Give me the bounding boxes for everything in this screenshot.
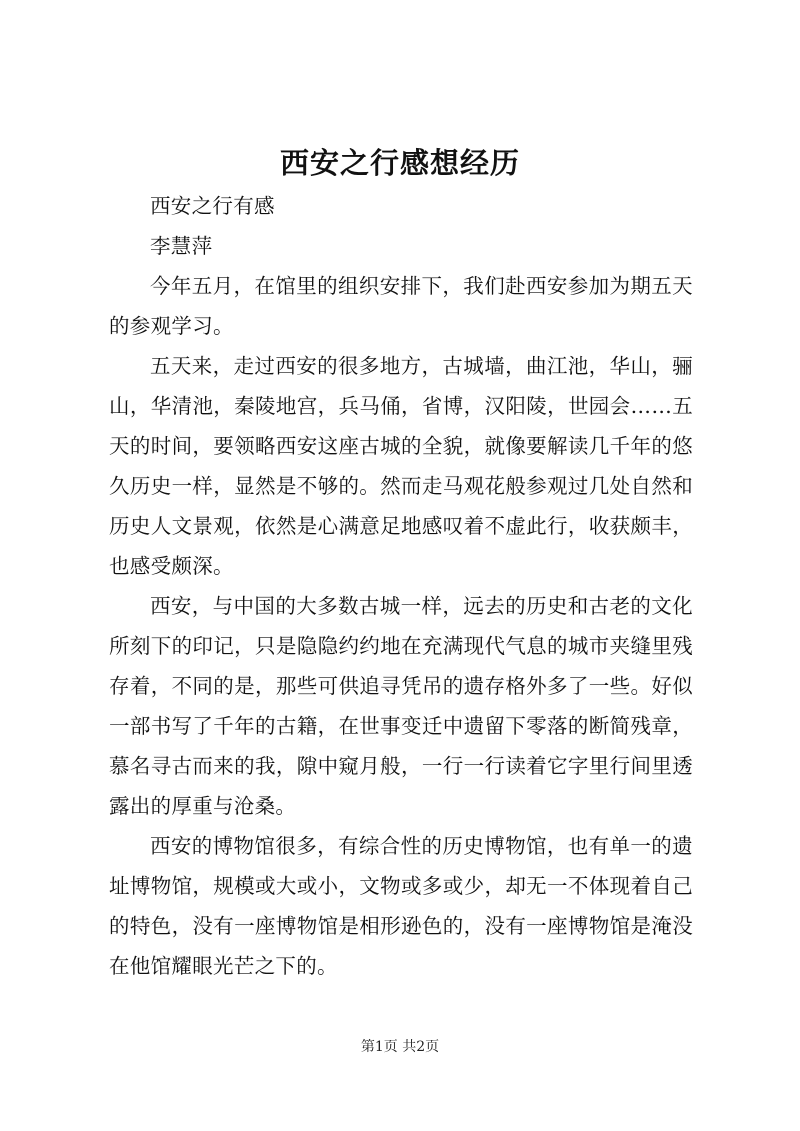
paragraph: 今年五月，在馆里的组织安排下，我们赴西安参加为期五天的参观学习。 xyxy=(109,274,693,338)
paragraph: 西安，与中国的大多数古城一样，远去的历史和古老的文化所刻下的印记，只是隐隐约约地在充满现代气息的城市夹缝里残存着，不同的是，那些可供追寻凭吊的遗存格外多了一些。好似一部书写了千年的古籍，在世事变迁中遗留下零落的断简残章，慕名寻古而来的我，隙中窥月般，一行一行读着它字里行间里透露出的厚重与沧桑。 xyxy=(109,594,693,818)
paragraph: 五天来，走过西安的很多地方，古城墙，曲江池，华山，骊山，华清池，秦陵地宫，兵马俑，省博，汉阳陵，世园会……五天的时间，要领略西安这座古城的全貌，就像要解读几千年的悠久历史一样，显然是不够的。然而走马观花般参观过几处自然和历史人文景观，依然是心满意足地感叹着不虚此行，收获颇丰，也感受颇深。 xyxy=(109,354,693,578)
page-number-footer: 第1页 共2页 xyxy=(360,1039,440,1055)
author-name: 李慧萍 xyxy=(150,234,213,258)
subtitle: 西安之行有感 xyxy=(150,194,275,218)
document-title: 西安之行感想经历 xyxy=(279,146,520,180)
document-body xyxy=(109,186,693,986)
paragraph: 西安的博物馆很多，有综合性的历史博物馆，也有单一的遗址博物馆，规模或大或小，文物或多或少，却无一不体现着自己的特色，没有一座博物馆是相形逊色的，没有一座博物馆是淹没在他馆耀眼光芒之下的。 xyxy=(109,834,693,978)
